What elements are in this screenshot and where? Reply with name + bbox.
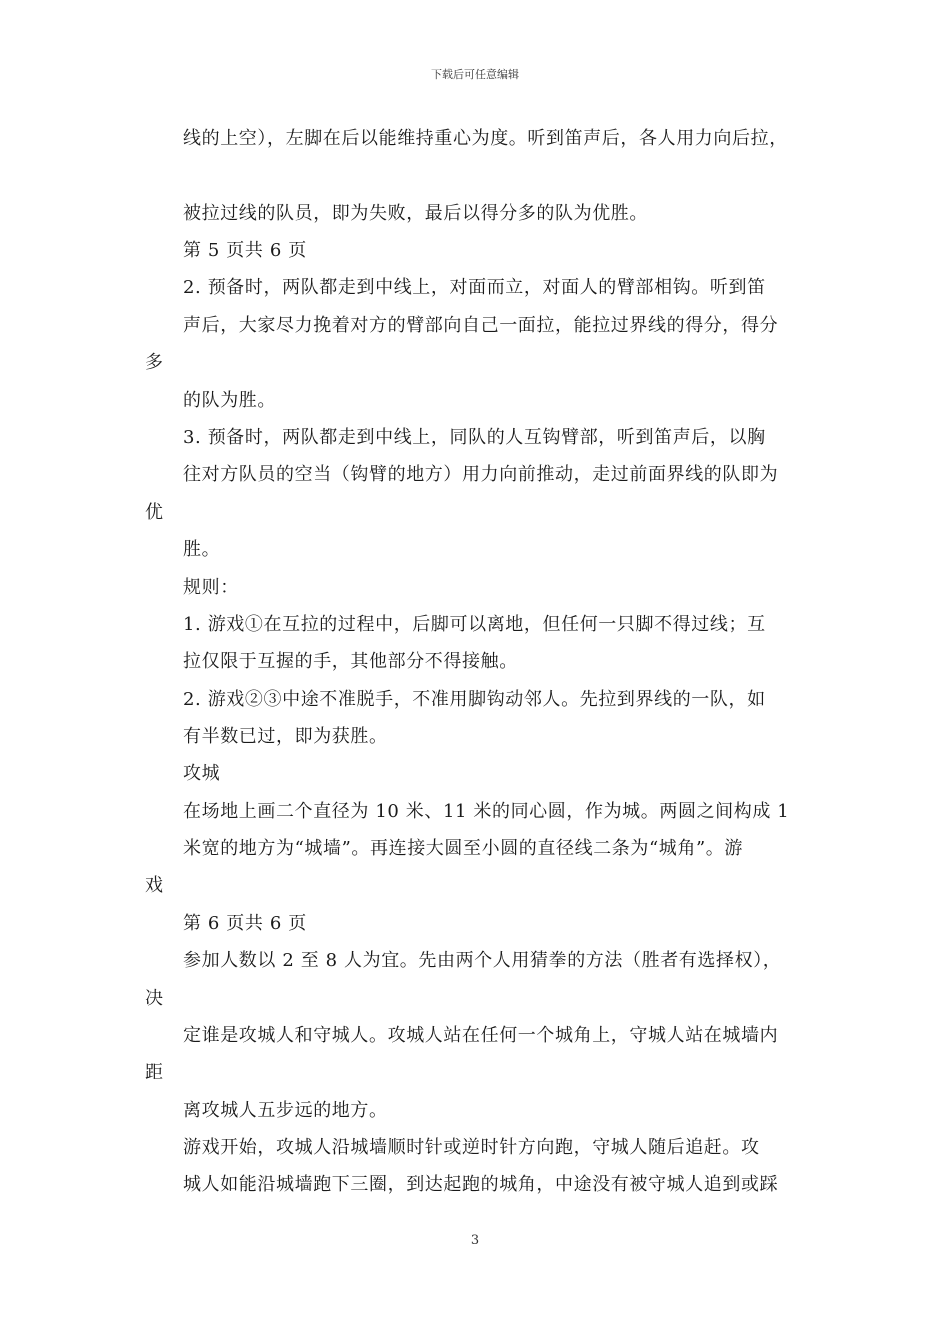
- section-heading: 攻城: [183, 763, 221, 784]
- text-line: 距: [145, 1062, 164, 1083]
- page-header: 下载后可任意编辑: [431, 68, 519, 81]
- text-line: 胜。: [183, 539, 221, 560]
- text-line: 的队为胜。: [183, 390, 276, 411]
- text-line: 1. 游戏①在互拉的过程中，后脚可以离地，但任何一只脚不得过线；互: [183, 614, 766, 635]
- text-line: 线的上空），左脚在后以能维持重心为度。听到笛声后，各人用力向后拉，: [183, 128, 788, 149]
- text-line: 米宽的地方为“城墙”。再连接大圆至小圆的直径线二条为“城角”。游: [183, 838, 744, 859]
- text-line: 声后，大家尽力挽着对方的臂部向自己一面拉，能拉过界线的得分，得分: [183, 315, 779, 336]
- text-line: 被拉过线的队员，即为失败，最后以得分多的队为优胜。: [183, 203, 648, 224]
- text-line: 参加人数以 2 至 8 人为宜。先由两个人用猜拳的方法（胜者有选择权），: [183, 950, 782, 971]
- text-line: 游戏开始，攻城人沿城墙顺时针或逆时针方向跑，守城人随后追赶。攻: [183, 1137, 760, 1158]
- text-line: 优: [145, 502, 164, 523]
- text-line: 在场地上画二个直径为 10 米、11 米的同心圆，作为城。两圆之间构成 1: [183, 801, 790, 822]
- text-line: 多: [145, 352, 164, 373]
- section-heading: 规则：: [183, 577, 239, 598]
- text-line: 2. 游戏②③中途不准脱手，不准用脚钩动邻人。先拉到界线的一队，如: [183, 689, 766, 710]
- page-marker: 第 5 页共 6 页: [183, 240, 307, 261]
- text-line: 城人如能沿城墙跑下三圈，到达起跑的城角，中途没有被守城人追到或踩: [183, 1174, 779, 1195]
- text-line: 2. 预备时，两队都走到中线上，对面而立，对面人的臂部相钩。听到笛: [183, 277, 766, 298]
- text-line: 有半数已过，即为获胜。: [183, 726, 388, 747]
- text-line: 拉仅限于互握的手，其他部分不得接触。: [183, 651, 518, 672]
- text-line: 3. 预备时，两队都走到中线上，同队的人互钩臂部，听到笛声后，以胸: [183, 427, 766, 448]
- text-line: 往对方队员的空当（钩臂的地方）用力向前推动，走过前面界线的队即为: [183, 464, 779, 485]
- text-line: 离攻城人五步远的地方。: [183, 1100, 388, 1121]
- page-marker: 第 6 页共 6 页: [183, 913, 307, 934]
- text-line: 戏: [145, 875, 164, 896]
- text-line: 定谁是攻城人和守城人。攻城人站在任何一个城角上，守城人站在城墙内: [183, 1025, 779, 1046]
- text-line: 决: [145, 988, 164, 1009]
- page-number: 3: [470, 1233, 480, 1248]
